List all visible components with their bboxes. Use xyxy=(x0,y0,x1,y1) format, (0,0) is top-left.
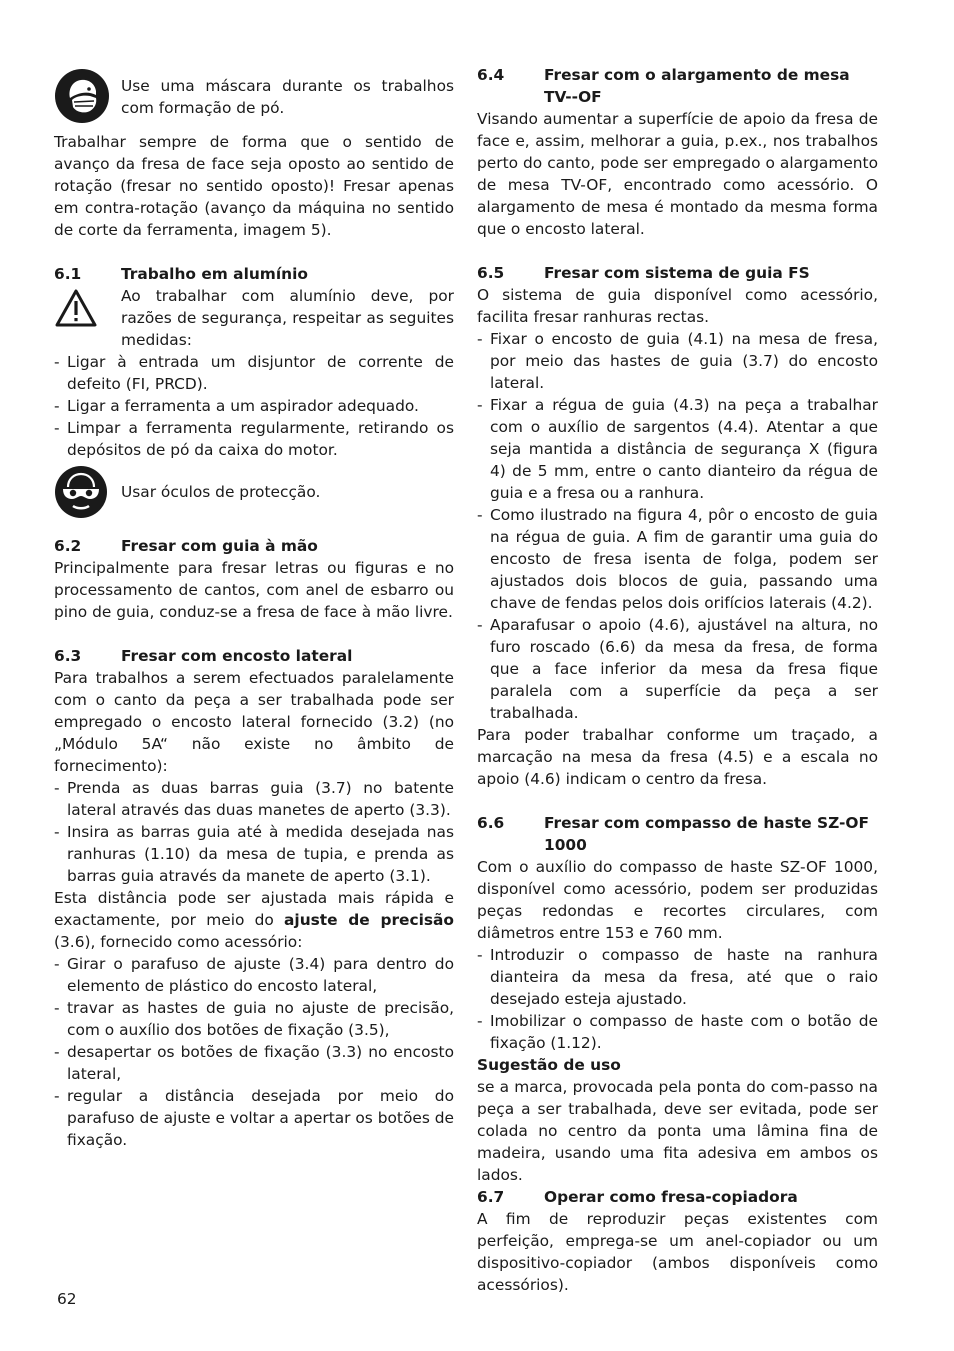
list-item: - desapertar os botões de fixação (3.3) no encosto lateral, xyxy=(54,1041,454,1085)
list-item: - Fixar a régua de guia (4.3) na peça a trabalhar com o auxílio de sargentos (4.4). Atentar a que seja mantida a distância de segurança X (figura 4) de 5 mm, entre o canto dianteiro da régua de guia e a fresa ou a ranhura. xyxy=(477,394,878,504)
section-6-5-text-2: Para poder trabalhar conforme um traçado, a marcação na mesa da fresa (4.5) e a escala no apoio (4.6) indicam o centro da fresa. xyxy=(477,726,878,788)
list-item: - Prenda as duas barras guia (3.7) no batente lateral através das duas manetes de aperto (3.3). xyxy=(54,777,454,821)
list-item: - Girar o parafuso de ajuste (3.4) para dentro do elemento de plástico do encosto lateral, xyxy=(54,953,454,997)
aluminium-list xyxy=(54,351,454,461)
left-column xyxy=(54,64,454,1151)
guide-system-list xyxy=(477,328,878,724)
goggles-notice xyxy=(54,465,454,525)
mask-icon xyxy=(54,64,121,130)
list-item: - Introduzir o compasso de haste na ranhura dianteira da mesa da fresa, até que o raio desejado esteja ajustado. xyxy=(477,944,878,1010)
text-fragment: (3.6), fornecido como acessório: xyxy=(54,933,303,951)
right-column xyxy=(477,64,878,1296)
section-title: Trabalho em alumínio xyxy=(121,265,308,283)
section-number: 6.4 xyxy=(477,66,505,84)
compass-list xyxy=(477,944,878,1054)
section-number: 6.6 xyxy=(477,814,505,832)
section-6-2-heading xyxy=(54,535,454,557)
mask-notice xyxy=(54,64,454,130)
section-title: Fresar com encosto lateral xyxy=(121,647,353,665)
aluminium-warning xyxy=(54,285,454,351)
section-6-4-text: Visando aumentar a superfície de apoio da fresa de face e, assim, melhorar a guia, p.ex., nos trabalhos perto do canto, pode ser empregado o alargamento de mesa TV-OF, encontrado como acessório. O alargamento de mesa é montado da mesma forma que o encosto lateral. xyxy=(477,110,878,238)
section-number: 6.3 xyxy=(54,647,82,665)
list-item: - Ligar a ferramenta a um aspirador adequado. xyxy=(54,395,454,417)
section-6-6-heading xyxy=(477,812,878,856)
section-title: Fresar com o alargamento de mesa TV--OF xyxy=(544,66,850,106)
list-item: - Limpar a ferramenta regularmente, retirando os depósitos de pó da caixa do motor. xyxy=(54,417,454,461)
section-6-3-heading xyxy=(54,645,454,667)
section-6-7-heading xyxy=(477,1186,878,1208)
list-item: - travar as hastes de guia no ajuste de precisão, com o auxílio dos botões de fixação (3.5), xyxy=(54,997,454,1041)
intro-paragraph: Trabalhar sempre de forma que o sentido de avanço da fresa de face seja oposto ao sentido de rotação (fresar no sentido oposto)! Fresar apenas em contra-rotação (avanço da máquina no sentido de corte da ferramenta, imagem 5). xyxy=(54,133,454,239)
section-title: Fresar com compasso de haste SZ-OF 1000 xyxy=(544,814,869,854)
aluminium-text: Ao trabalhar com alumínio deve, por razões de segurança, respeitar as seguites medidas: xyxy=(121,287,454,349)
list-item: - Fixar o encosto de guia (4.1) na mesa de fresa, por meio das hastes de guia (3.7) do encosto lateral. xyxy=(477,328,878,394)
goggles-icon xyxy=(54,465,121,525)
section-6-4-heading xyxy=(477,64,878,108)
list-item: - Como ilustrado na figura 4, pôr o encosto de guia na régua de guia. A fim de garantir uma guia do encosto de fresa isenta de folga, podem ser ajustados dois blocos de guia, passando uma chave de fendas pelos dois orifícios laterais (4.2). xyxy=(477,504,878,614)
list-item: - Aparafusar o apoio (4.6), ajustável na altura, no furo roscado (6.6) da mesa da fresa, de forma que a face inferior da mesa da fresa fique paralela com a superfície da peça a ser trabalhada. xyxy=(477,614,878,724)
text-fragment: Esta distância pode ser ajustada mais rápida e exactamente, por meio do xyxy=(54,889,454,929)
tip-title: Sugestão de uso xyxy=(477,1056,621,1074)
section-6-7-text: A fim de reproduzir peças existentes com perfeição, emprega-se um anel-copiador ou um dispositivo-copiador (ambos disponíveis como acessórios). xyxy=(477,1210,878,1294)
list-item: - regular a distância desejada por meio do parafuso de ajuste e voltar a apertar os botões de fixação. xyxy=(54,1085,454,1151)
section-6-3-text: Para trabalhos a serem efectuados paralelamente com o canto da peça a ser trabalhada pode ser empregado o encosto lateral fornecido (3.2) (no „Módulo 5A“ não existe no âmbito de fornecimento): xyxy=(54,669,454,775)
fine-adjust-term: ajuste de precisão xyxy=(284,911,455,929)
goggles-note: Usar óculos de protecção. xyxy=(121,483,321,501)
tip-text: se a marca, provocada pela ponta do com-passo na peça a ser trabalhada, deve ser evitada, pode ser colada no centro da ponta uma lâmina fina de madeira, usando uma fita adesiva em ambos os lados. xyxy=(477,1078,878,1184)
list-item: - Ligar à entrada um disjuntor de corrente de defeito (FI, PRCD). xyxy=(54,351,454,395)
section-number: 6.5 xyxy=(477,264,505,282)
section-title: Fresar com guia à mão xyxy=(121,537,318,555)
side-fence-list xyxy=(54,777,454,887)
section-6-1-heading xyxy=(54,263,454,285)
fine-adjust-list xyxy=(54,953,454,1151)
mask-note: Use uma máscara durante os trabalhos com formação de pó. xyxy=(121,77,454,117)
warning-icon xyxy=(54,285,121,334)
section-6-6-text: Com o auxílio do compasso de haste SZ-OF 1000, disponível como acessório, podem ser produzidas peças redondas e recortes circulares, com diâmetros entre 153 e 760 mm. xyxy=(477,858,878,942)
list-item: - Insira as barras guia até à medida desejada nas ranhuras (1.10) da mesa de tupia, e prenda as barras guia através da manete de aperto (3.1). xyxy=(54,821,454,887)
section-number: 6.7 xyxy=(477,1188,505,1206)
section-number: 6.1 xyxy=(54,265,82,283)
section-title: Operar como fresa-copiadora xyxy=(544,1188,798,1206)
list-item: - Imobilizar o compasso de haste com o botão de fixação (1.12). xyxy=(477,1010,878,1054)
section-6-5-heading xyxy=(477,262,878,284)
section-number: 6.2 xyxy=(54,537,82,555)
fine-adjust-paragraph xyxy=(54,887,454,953)
page-number: 62 xyxy=(57,1290,77,1308)
section-6-5-text: O sistema de guia disponível como acessório, facilita fresar ranhuras rectas. xyxy=(477,286,878,326)
section-title: Fresar com sistema de guia FS xyxy=(544,264,810,282)
section-6-2-text: Principalmente para fresar letras ou figuras e no processamento de cantos, com anel de esbarro ou pino de guia, conduz-se a fresa de face à mão livre. xyxy=(54,559,454,621)
